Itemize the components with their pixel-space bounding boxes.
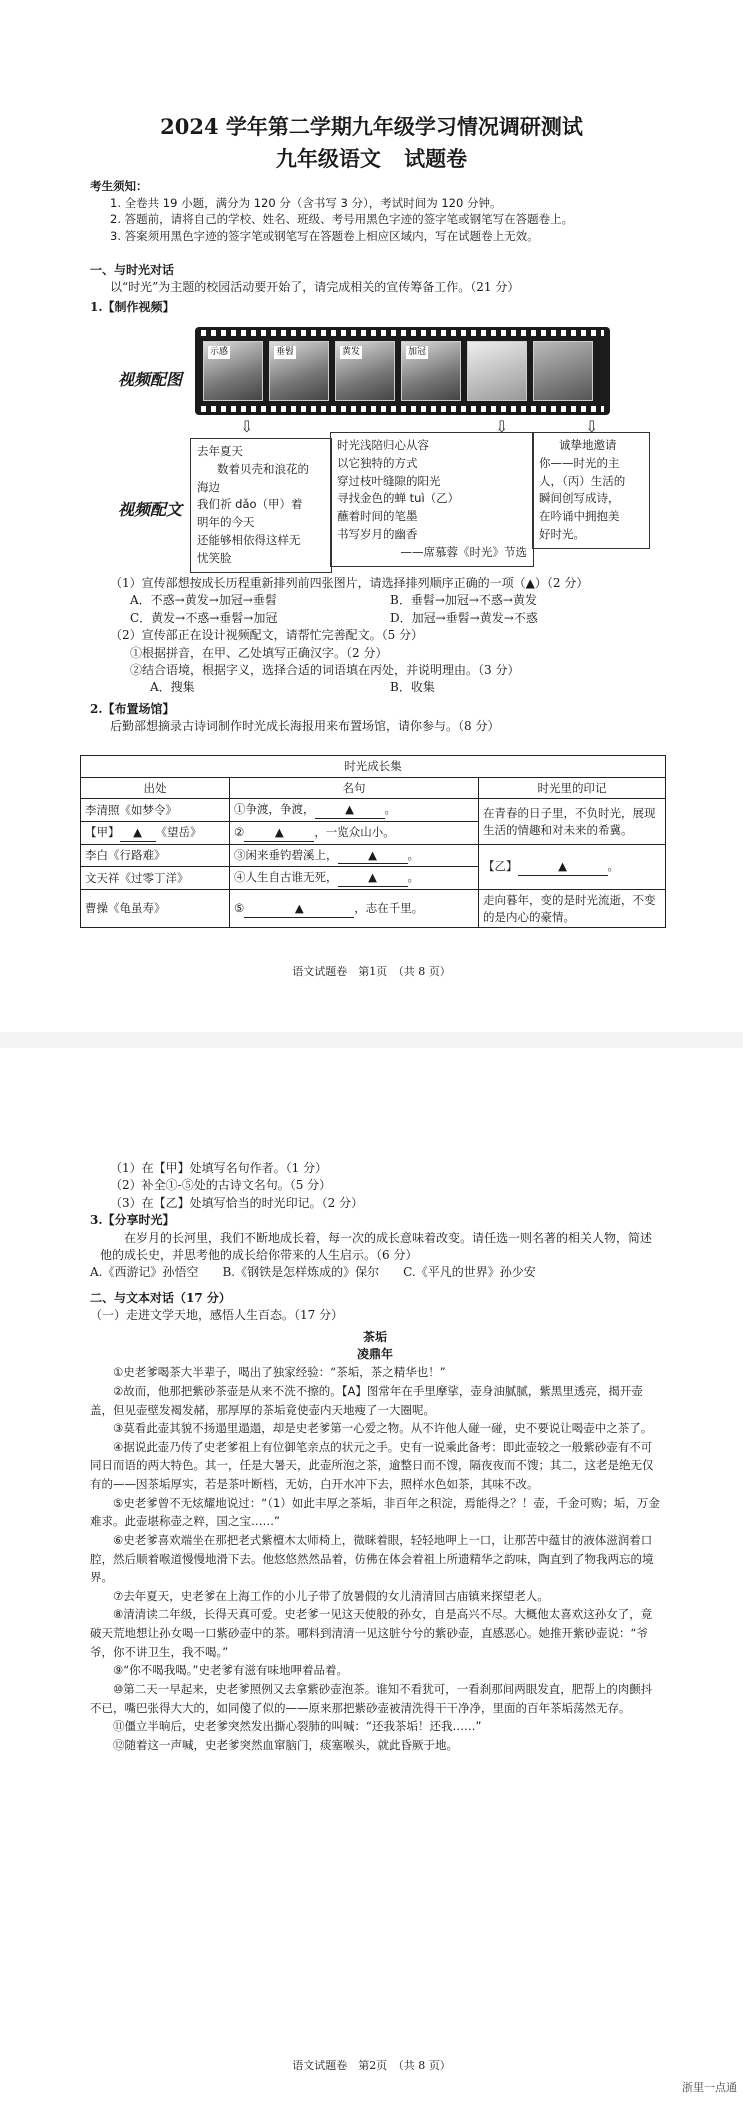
- film-frame-3: [335, 341, 395, 401]
- film-holes-top: [201, 330, 604, 336]
- box-line: 寻找金色的蝉 tuì（乙）: [337, 491, 460, 506]
- box-line: 以它独特的方式: [337, 455, 418, 470]
- option-c: C.《平凡的世界》孙少安: [403, 1265, 536, 1280]
- essay-author: 凌鼎年: [356, 1346, 393, 1361]
- essay-paragraph: ②故而，他那把紫砂茶壶是从来不洗不擦的。【A】图常年在手里摩挲，壶身油腻腻，紫黑里透亮，揭开壶盖，但见壶壁发褐发赭，那厚厚的茶垢竟使壶内天地瘦了一大圈呢。: [90, 1383, 643, 1417]
- table-row: [81, 844, 666, 867]
- essay-paragraph: ⑫随着这一声喊，史老爹突然血窜脑门，痰塞喉头，就此昏厥于地。: [113, 1737, 458, 1752]
- q3-options: [90, 1264, 660, 1281]
- q2-sub: （1）在【甲】处填写名句作者。（1 分）: [110, 1161, 328, 1175]
- line-part: 。: [407, 870, 419, 885]
- q2-sub: （3）在【乙】处填写恰当的时光印记。（2 分）: [110, 1195, 364, 1210]
- frame-label: 黄发: [340, 346, 362, 359]
- frame-label: 垂髫: [274, 346, 296, 359]
- film-frame-6: [533, 341, 593, 401]
- row-line: [230, 799, 479, 822]
- q3-text: 在岁月的长河里，我们不断地成长着，每一次的成长意味着改变。请任选一则名著的相关人物，简述他的成长史，并思考他的成长给你带来的人生启示。（6 分）: [100, 1230, 653, 1262]
- box-line: 人，（丙）生活的: [539, 473, 626, 488]
- caption-box-3: [532, 432, 650, 549]
- row-line: [230, 867, 479, 890]
- notice-item: 2. 答题前，请将自己的学校、姓名、班级、考号用黑色字迹的签字笔或钢笔写在答题卷上。: [110, 212, 574, 227]
- film-holes-bottom: [201, 406, 604, 412]
- col-header: 时光里的印记: [479, 777, 666, 799]
- exam-page-2: [0, 1048, 743, 2102]
- box-line: 诚挚地邀请: [559, 438, 617, 452]
- film-frame-2: [269, 341, 329, 401]
- q2-sub: （2）补全①-⑤处的古诗文名句。（5 分）: [110, 1178, 332, 1193]
- line-part: 。: [384, 802, 396, 817]
- box-line: 数着贝壳和浪花的: [217, 461, 309, 476]
- essay-body: [90, 1363, 660, 1754]
- q3-title: 3.【分享时光】: [90, 1213, 175, 1228]
- essay-paragraph: ⑨“你不喝我喝。”史老爹有滋有味地呷着品着。: [113, 1663, 348, 1678]
- line-part: ④人生自古谁无死，: [234, 870, 338, 885]
- q1-2-opts: [90, 679, 670, 696]
- option-b: B．垂髫→加冠→不惑→黄发: [390, 593, 537, 608]
- essay-paragraph: ⑩第二天一早起来，史老爹照例又去拿紫砂壶泡茶。谁知不看犹可，一看刹那间两眼发直，肥帮上的肉颤抖不已，嘴巴张得大大的，如同傻了似的——原来那把紫砂壶被清洗得干干净净，里面的百年茶垢荡然无存。: [90, 1681, 653, 1715]
- q1-1-opts-row1: [90, 592, 670, 609]
- box-line: 明年的今天: [197, 515, 255, 530]
- film-frame-1: [203, 341, 263, 401]
- section2-sub: （一）走进文学天地，感悟人生百态。（17 分）: [90, 1308, 344, 1323]
- arrow-down-icon: ⇩: [240, 417, 254, 436]
- option-a: A．不惑→黄发→加冠→垂髫: [130, 593, 277, 608]
- table-caption-row: [81, 756, 666, 778]
- row-source: 李清照《如梦令》: [81, 799, 230, 822]
- answer-blank: ▲: [244, 900, 354, 918]
- row-source: 文天祥《过零丁洋》: [81, 867, 230, 890]
- box-line: 去年夏天: [197, 444, 243, 458]
- answer-blank: ▲: [244, 824, 314, 842]
- film-frame-5: [467, 341, 527, 401]
- table-header-row: [81, 777, 666, 799]
- row-mark: 走向暮年，变的是时光流逝，不变的是内心的豪情。: [479, 890, 666, 928]
- option-a: A．搜集: [150, 680, 195, 695]
- exam-title: 2024 学年第二学期九年级学习情况调研测试: [160, 114, 583, 139]
- frame-label: 示感: [208, 346, 230, 359]
- essay-paragraph: ⑪僵立半晌后，史老爹突然发出撕心裂肺的叫喊：“还我茶垢！还我……”: [113, 1719, 482, 1734]
- arrow-down-icon: ⇩: [495, 417, 509, 436]
- line-part: ①争渡，争渡，: [234, 802, 315, 817]
- essay-title: 茶垢: [362, 1329, 387, 1344]
- row-line: [230, 844, 479, 867]
- section1-heading: 一、与时光对话: [90, 263, 175, 277]
- answer-blank: ▲: [338, 869, 408, 887]
- page-footer: 语文试题卷 第2页 （共 8 页）: [292, 2059, 451, 2072]
- option-d: D．加冠→垂髫→黄发→不惑: [390, 610, 538, 625]
- q1-1-stem: （1）宣传部想按成长历程重新排列前四张图片，请选择排列顺序正确的一项（▲）（2 分）: [110, 576, 589, 590]
- film-strip: [195, 327, 610, 415]
- essay-paragraph: ④据说此壶乃传了史老爹祖上有位御笔亲点的状元之手。史有一说乘此备考：即此壶较之一般紫砂壶有不可同日而语的两大特色。其一，任是大暑天，此壶所泡之茶，逾整日而不馊，隔夜夜而不馊；其二，这老是绝无仅有的——因茶垢厚实，若是茶叶断档，无妨，白开水冲下去，照样水色如茶，其味不改。: [90, 1439, 654, 1492]
- q1-title: 1.【制作视频】: [90, 299, 175, 314]
- source-part: 【甲】: [85, 825, 120, 840]
- essay-paragraph: ⑦去年夏天，史老爹在上海工作的小儿子带了放暑假的女儿清清回古庙镇来探望老人。: [113, 1588, 549, 1603]
- table-caption: 时光成长集: [81, 756, 666, 778]
- box-line: 瞬间创写成诗，: [539, 491, 620, 506]
- box-line: 时光浅陪归心从容: [337, 438, 429, 452]
- box-line: 好时光。: [539, 527, 585, 542]
- essay-paragraph: ①史老爹喝茶大半辈子，喝出了独家经验：“茶垢，茶之精华也！”: [113, 1365, 446, 1380]
- option-b: B．收集: [390, 680, 435, 695]
- box-line: 还能够相依得这样无: [197, 533, 301, 548]
- line-part: ③闲来垂钓碧溪上，: [234, 847, 338, 862]
- subtitle-paper: 试题卷: [404, 146, 468, 171]
- answer-blank: ▲: [518, 858, 608, 876]
- row-mark: 在青春的日子里，不负时光，展现生活的情趣和对未来的希冀。: [479, 799, 666, 844]
- answer-blank: ▲: [120, 824, 156, 842]
- row-source: 曹操《龟虽寿》: [81, 890, 230, 928]
- essay-paragraph: ⑧清清读二年级，长得天真可爱。史老爹一见这天使般的孙女，自是高兴不尽。大概他太喜欢这孙女了，竟破天荒地想让孙女喝一口紫砂壶中的茶。哪料到清清一见这脏兮兮的紫砂壶，直感恶心。她推开紫砂壶说：“爷爷，你不讲卫生，我不喝。”: [90, 1607, 653, 1659]
- q2-title: 2.【布置场馆】: [90, 701, 175, 716]
- box-line: 在吟诵中拥抱美: [539, 509, 620, 524]
- table-row: [81, 799, 666, 822]
- exam-subtitle: [0, 144, 743, 174]
- box-line: 你——时光的主: [539, 455, 620, 470]
- box-line: 忧笑脸: [197, 550, 232, 565]
- row-line: [230, 890, 479, 928]
- caption-box-2: [330, 432, 534, 567]
- col-header: 名句: [230, 777, 479, 799]
- box-line: 我们祈 dǎo（甲）着: [197, 497, 303, 512]
- q1-1-opts-row2: [90, 610, 670, 627]
- option-a: A.《西游记》孙悟空: [90, 1265, 199, 1280]
- section1-intro: 以“时光”为主题的校园活动要开始了，请完成相关的宣传筹备工作。（21 分）: [110, 280, 520, 295]
- answer-blank: ▲: [315, 801, 385, 819]
- film-frame-4: [401, 341, 461, 401]
- mark-label: 【乙】: [483, 859, 518, 874]
- watermark: 浙里一点通: [682, 2081, 737, 2095]
- box-source: ——席慕蓉《时光》节选: [400, 544, 527, 559]
- table-row: [81, 890, 666, 928]
- caption-box-1: [190, 438, 332, 573]
- video-pic-label: 视频配图: [118, 370, 183, 389]
- q2-subquestions: [90, 1160, 660, 1754]
- arrow-down-icon: ⇩: [585, 417, 599, 436]
- notice-heading: 考生须知：: [90, 179, 148, 193]
- q1-2-stem: （2）宣传部正在设计视频配文，请帮忙完善配文。（5 分）: [110, 628, 424, 643]
- option-b: B.《钢铁是怎样炼成的》保尔: [222, 1265, 380, 1280]
- box-line: 书写岁月的幽香: [337, 527, 418, 542]
- frame-label: 加冠: [406, 346, 428, 359]
- page-gap: [0, 1032, 743, 1048]
- q1-2-a: ①根据拼音，在甲、乙处填写正确汉字。（2 分）: [130, 645, 388, 660]
- section1-header: [90, 262, 650, 316]
- row-source: [81, 822, 230, 845]
- line-part: 。: [407, 847, 419, 862]
- essay-paragraph: ⑤史老爹曾不无炫耀地说过：“（1）如此丰厚之茶垢，非百年之积淀，焉能得之？！壶，千金可购；垢，万金难求。此壶堪称壶之粹，国之宝……”: [90, 1495, 660, 1529]
- row-line: [230, 822, 479, 845]
- box-line: 蘸着时间的笔墨: [337, 509, 418, 524]
- col-header: 出处: [81, 777, 230, 799]
- line-part: ②: [234, 825, 245, 840]
- subtitle-grade: 九年级语文: [275, 146, 381, 171]
- box-line: 海边: [197, 479, 220, 494]
- video-text-label: 视频配文: [118, 500, 183, 519]
- page-footer: 语文试题卷 第1页 （共 8 页）: [292, 965, 451, 978]
- row-source: 李白《行路难》: [81, 844, 230, 867]
- line-part: ，一览众山小。: [314, 825, 395, 840]
- essay-paragraph: ③莫看此壶其貌不扬遢里遢遢，却是史老爹第一心爱之物。从不许他人碰一碰，史不要说让喝壶中之茶了。: [113, 1421, 653, 1436]
- line-part: ⑤: [234, 900, 245, 915]
- notice-item: 3. 答案须用黑色字迹的签字笔或钢笔写在答题卷上相应区域内，写在试题卷上无效。: [110, 229, 539, 244]
- source-part: 《望岳》: [155, 825, 202, 840]
- q1-2-b: ②结合语境，根据字义，选择合适的词语填在丙处，并说明理由。（3 分）: [130, 662, 520, 677]
- poem-table: [80, 755, 666, 928]
- section2-heading: 二、与文本对话（17 分）: [90, 1290, 231, 1305]
- q2-intro: 后勤部想摘录古诗词制作时光成长海报用来布置场馆，请你参与。（8 分）: [110, 719, 500, 734]
- option-c: C．黄发→不惑→垂髫→加冠: [130, 610, 278, 625]
- answer-blank: ▲: [338, 847, 408, 865]
- box-line: 穿过枝叶缝隙的阳光: [337, 473, 441, 488]
- row-mark: 【乙】 ▲ 。: [479, 844, 666, 889]
- essay-paragraph: ⑥史老爹喜欢端坐在那把老式紫檀木太师椅上，微眯着眼，轻轻地呷上一口，让那苦中蕴甘的液体滋润着口腔，然后顺着喉道慢慢地滑下去。他悠悠然然品着，仿佛在体会着祖上所遗精华之韵味，陶直到了物我两忘的境界。: [90, 1532, 654, 1585]
- exam-page-1: [0, 0, 743, 1032]
- q1-questions: [90, 575, 670, 736]
- notice-block: [90, 178, 650, 245]
- notice-item: 1. 全卷共 19 小题，满分为 120 分（含书写 3 分），考试时间为 120 分钟。: [110, 195, 502, 210]
- line-part: ，志在千里。: [354, 900, 424, 915]
